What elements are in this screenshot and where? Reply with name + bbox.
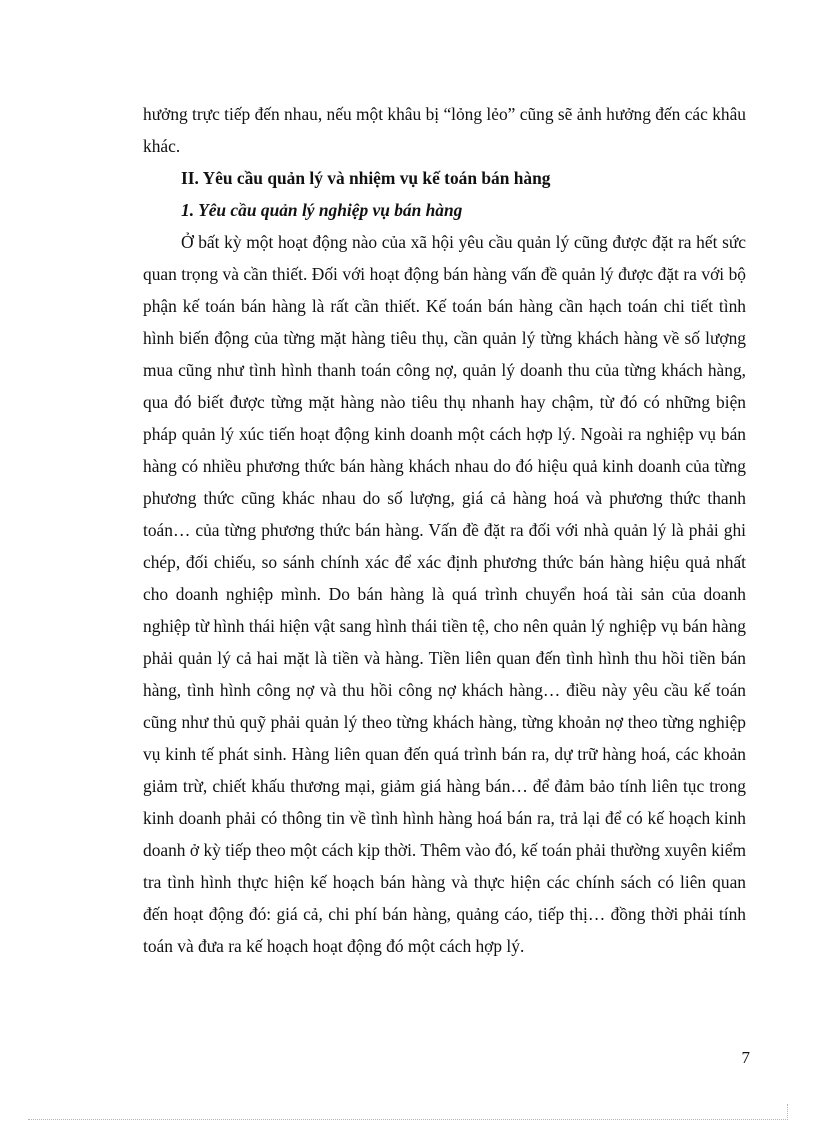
footer-divider: [28, 1119, 788, 1120]
section-heading: II. Yêu cầu quản lý và nhiệm vụ kế toán bán hàng: [181, 168, 551, 188]
body-paragraph: Ở bất kỳ một hoạt động nào của xã hội yêu cầu quản lý cũng được đặt ra hết sức quan trọng và cần thiết. Đối với hoạt động bán hàng vấn đề quản lý được đặt ra với bộ phận kế toán bán hàng là rất cần thiết. Kế toán bán hàng cần hạch toán chi tiết tình hình biến động của từng mặt hàng tiêu thụ, cần quản lý từng khách hàng về số lượng mua cũng như tình hình thanh toán công nợ, quản lý doanh thu của từng khách hàng, qua đó biết được từng mặt hàng nào tiêu thụ nhanh hay chậm, từ đó có những biện pháp quản lý xúc tiến hoạt động kinh doanh một cách hợp lý. Ngoài ra nghiệp vụ bán hàng có nhiều phương thức bán hàng khách nhau do đó hiệu quả kinh doanh của từng phương thức cũng khác nhau do số lượng, giá cả hàng hoá và phương thức thanh toán… của từng phương thức bán hàng. Vấn đề đặt ra đối với nhà quản lý là phải ghi chép, đối chiếu, so sánh chính xác để xác định phương thức bán hàng hiệu quả nhất cho doanh nghiệp mình. Do bán hàng là quá trình chuyển hoá tài sản của doanh nghiệp từ hình thái hiện vật sang hình thái tiền tệ, cho nên quản lý nghiệp vụ bán hàng phải quản lý cả hai mặt là tiền và hàng. Tiền liên quan đến tình hình thu hồi tiền bán hàng, tình hình công nợ và thu hồi công nợ khách hàng… điều này yêu cầu kế toán cũng như thủ quỹ phải quản lý theo từng khách hàng, từng khoản nợ theo từng nghiệp vụ kinh tế phát sinh. Hàng liên quan đến quá trình bán ra, dự trữ hàng hoá, các khoản giảm trừ, chiết khấu thương mại, giảm giá hàng bán… để đảm bảo tính liên tục trong kinh doanh phải có thông tin về tình hình hàng hoá bán ra, trả lại để có kế hoạch kinh doanh ở kỳ tiếp theo một cách kịp thời. Thêm vào đó, kế toán phải thường xuyên kiểm tra tình hình thực hiện kế hoạch bán hàng và thực hiện các chính sách có liên quan đến hoạt động đó: giá cả, chi phí bán hàng, quảng cáo, tiếp thị… đồng thời phải tính toán và đưa ra kế hoạch hoạt động đó một cách hợp lý.: [143, 232, 746, 956]
margin-divider: [787, 1104, 788, 1120]
paragraph-continuation: hưởng trực tiếp đến nhau, nếu một khâu bị “lỏng lẻo” cũng sẽ ảnh hưởng đến các khâu khác.: [143, 104, 746, 156]
page-number: 7: [741, 1048, 750, 1067]
subsection-heading: 1. Yêu cầu quản lý nghiệp vụ bán hàng: [181, 200, 463, 220]
page-body: [143, 98, 746, 962]
